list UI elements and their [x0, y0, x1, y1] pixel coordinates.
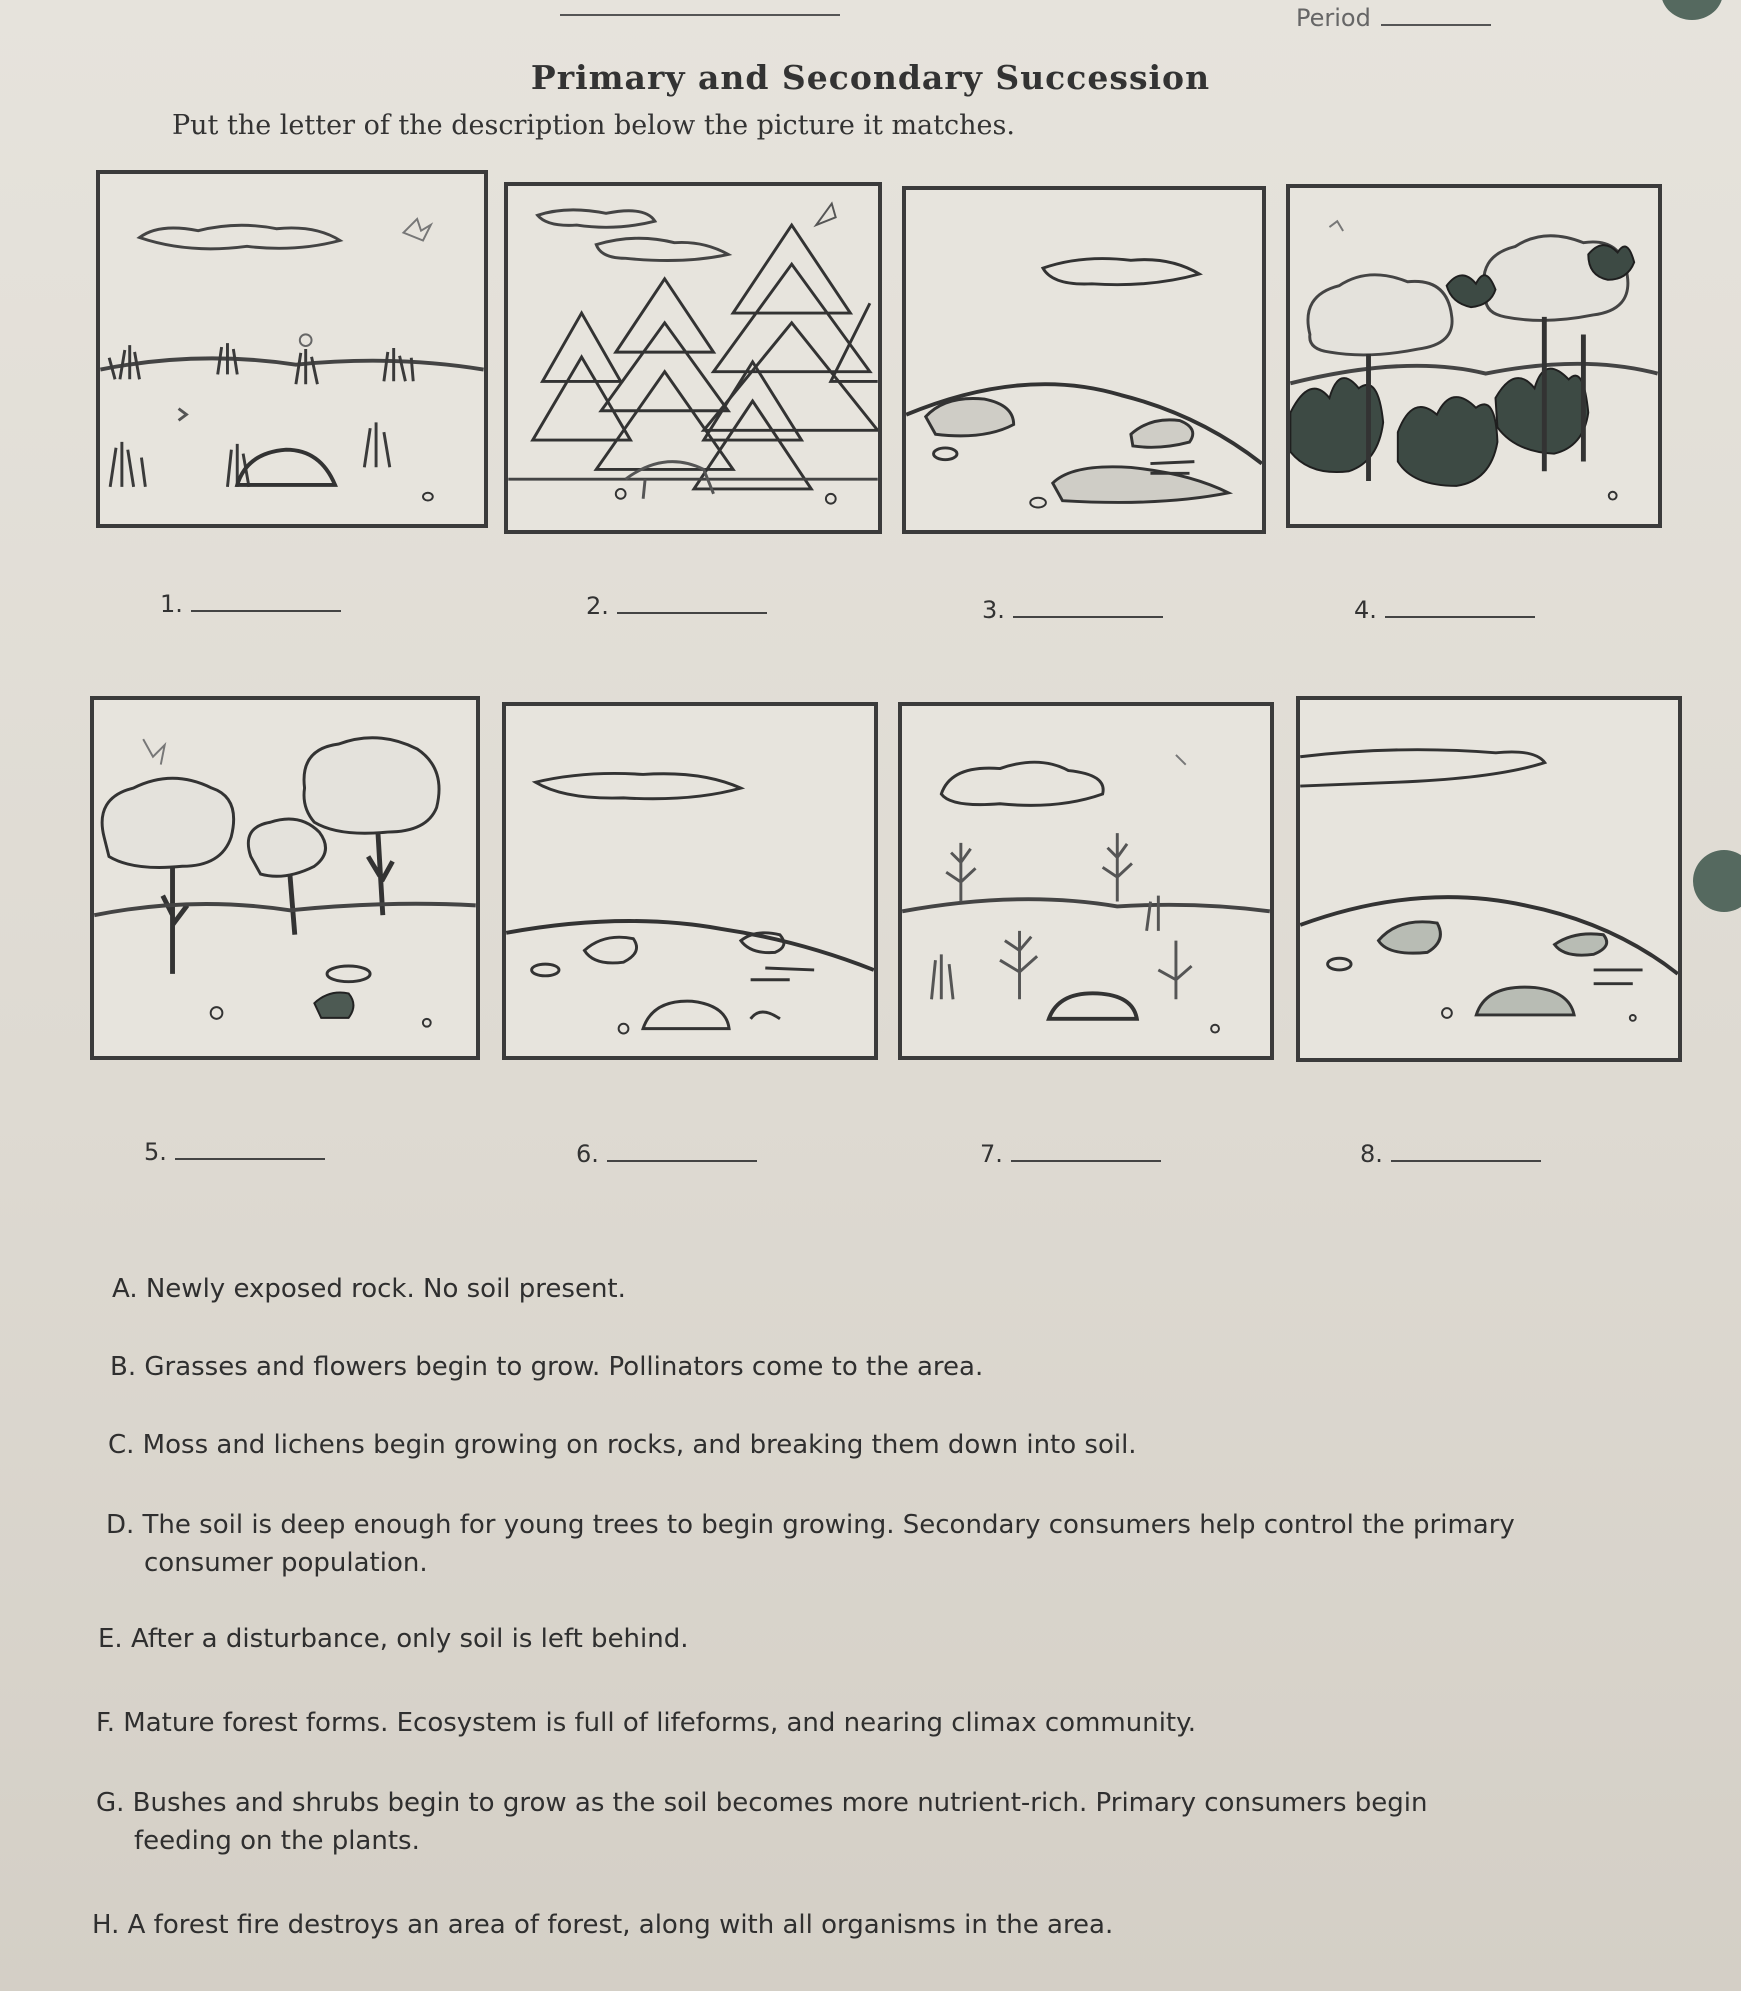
- picture-3: [902, 186, 1266, 534]
- answer-blank[interactable]: [1013, 616, 1163, 618]
- answer-blank[interactable]: [617, 612, 767, 614]
- answer-blank[interactable]: [1391, 1160, 1541, 1162]
- description-h: H. A forest fire destroys an area of forest, along with all organisms in the area.: [92, 1910, 1114, 1940]
- bushes-shrubs-illustration: [902, 706, 1270, 1056]
- bare-rock-illustration: [1300, 700, 1678, 1058]
- picture-2: [504, 182, 882, 534]
- binder-hole-icon: [1661, 0, 1723, 20]
- answer-7: 7.: [980, 1140, 1161, 1168]
- binder-hole-icon: [1693, 850, 1741, 912]
- young-trees-illustration: [94, 700, 476, 1056]
- answer-8: 8.: [1360, 1140, 1541, 1168]
- picture-6: [502, 702, 878, 1060]
- page-title: Primary and Secondary Succession: [530, 58, 1211, 97]
- picture-5: [90, 696, 480, 1060]
- answer-blank[interactable]: [175, 1158, 325, 1160]
- name-line: [560, 14, 840, 16]
- answer-3: 3.: [982, 596, 1163, 624]
- bare-soil-illustration: [506, 706, 874, 1056]
- answer-4: 4.: [1354, 596, 1535, 624]
- answer-2: 2.: [586, 592, 767, 620]
- description-d: D. The soil is deep enough for young trees to begin growing. Secondary consumers help control the primary consumer population.: [106, 1510, 1515, 1578]
- answer-6: 6.: [576, 1140, 757, 1168]
- description-e: E. After a disturbance, only soil is left behind.: [98, 1624, 689, 1654]
- period-field: Period: [1296, 4, 1491, 32]
- answer-1: 1.: [160, 590, 341, 618]
- picture-1: [96, 170, 488, 528]
- picture-8: [1296, 696, 1682, 1062]
- description-f: F. Mature forest forms. Ecosystem is full of lifeforms, and nearing climax community.: [96, 1708, 1197, 1738]
- grasses-flowers-illustration: [100, 174, 484, 524]
- description-g: G. Bushes and shrubs begin to grow as the soil becomes more nutrient-rich. Primary consumers begin feeding on the plants.: [96, 1788, 1428, 1856]
- answer-blank[interactable]: [191, 610, 341, 612]
- description-b: B. Grasses and flowers begin to grow. Pollinators come to the area.: [110, 1352, 984, 1382]
- moss-lichen-illustration: [906, 190, 1262, 530]
- answer-blank[interactable]: [1385, 616, 1535, 618]
- answer-blank[interactable]: [607, 1160, 757, 1162]
- answer-5: 5.: [144, 1138, 325, 1166]
- forest-fire-illustration: [1290, 188, 1658, 524]
- picture-4: [1286, 184, 1662, 528]
- answer-blank[interactable]: [1011, 1160, 1161, 1162]
- mature-forest-illustration: [508, 186, 878, 530]
- description-a: A. Newly exposed rock. No soil present.: [112, 1274, 626, 1304]
- period-blank[interactable]: [1381, 24, 1491, 26]
- description-c: C. Moss and lichens begin growing on rocks, and breaking them down into soil.: [108, 1430, 1137, 1460]
- instructions: Put the letter of the description below the picture it matches.: [172, 110, 1015, 141]
- picture-7: [898, 702, 1274, 1060]
